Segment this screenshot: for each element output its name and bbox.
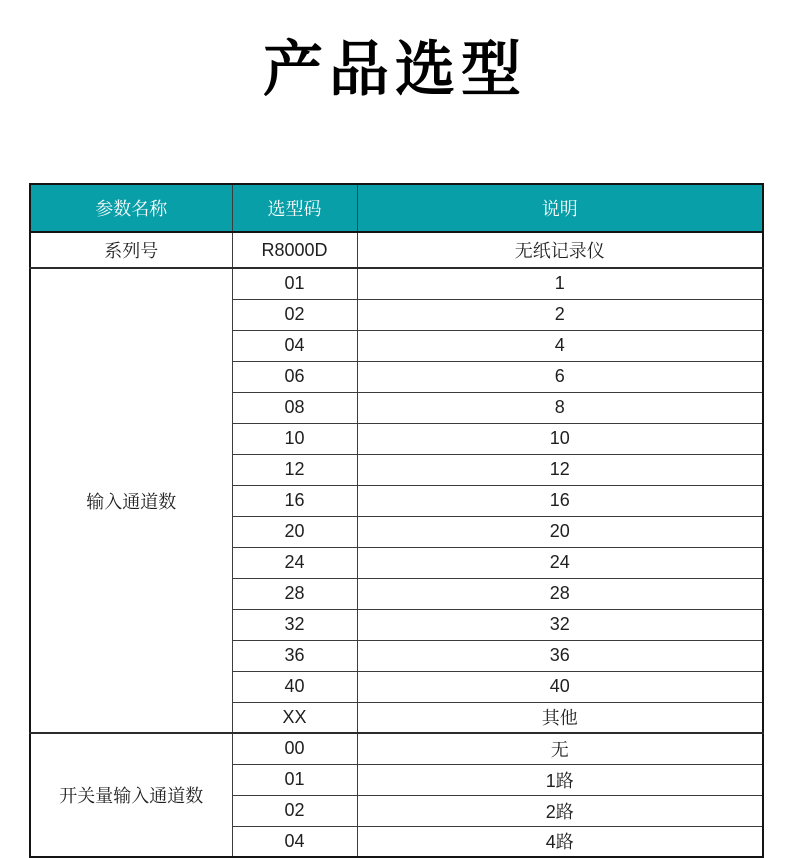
desc-cell: 无 [357, 733, 763, 764]
code-cell: XX [232, 702, 357, 733]
desc-cell: 8 [357, 392, 763, 423]
code-cell: 40 [232, 671, 357, 702]
code-cell: 08 [232, 392, 357, 423]
page-title: 产品选型 [263, 36, 527, 103]
code-cell: 01 [232, 268, 357, 299]
table-row [30, 733, 763, 764]
code-cell: 00 [232, 733, 357, 764]
table-row [30, 232, 763, 268]
param-name-input-channels: 输入通道数 [30, 268, 232, 733]
desc-cell: 10 [357, 423, 763, 454]
desc-cell: 1路 [357, 764, 763, 795]
code-cell: 36 [232, 640, 357, 671]
product-selection-table [29, 183, 764, 858]
code-cell: 28 [232, 578, 357, 609]
code-cell: 04 [232, 330, 357, 361]
table-row [30, 268, 763, 299]
desc-cell: 其他 [357, 702, 763, 733]
code-cell: 16 [232, 485, 357, 516]
code-cell: 10 [232, 423, 357, 454]
desc-cell: 4路 [357, 826, 763, 857]
param-name-switch-input-channels: 开关量输入通道数 [30, 733, 232, 857]
desc-cell: 28 [357, 578, 763, 609]
code-cell: 02 [232, 299, 357, 330]
desc-cell: 24 [357, 547, 763, 578]
header-description: 说明 [357, 184, 763, 232]
code-cell: 12 [232, 454, 357, 485]
desc-cell: 16 [357, 485, 763, 516]
param-name-series: 系列号 [30, 232, 232, 268]
desc-cell: 4 [357, 330, 763, 361]
desc-cell: 40 [357, 671, 763, 702]
desc-cell: 2路 [357, 795, 763, 826]
code-cell: R8000D [232, 232, 357, 268]
desc-cell: 32 [357, 609, 763, 640]
code-cell: 01 [232, 764, 357, 795]
code-cell: 24 [232, 547, 357, 578]
code-cell: 02 [232, 795, 357, 826]
code-cell: 32 [232, 609, 357, 640]
desc-cell: 2 [357, 299, 763, 330]
table-header-row [30, 184, 763, 232]
desc-cell: 6 [357, 361, 763, 392]
header-selection-code: 选型码 [232, 184, 357, 232]
desc-cell: 20 [357, 516, 763, 547]
code-cell: 06 [232, 361, 357, 392]
header-parameter-name: 参数名称 [30, 184, 232, 232]
code-cell: 04 [232, 826, 357, 857]
desc-cell: 无纸记录仪 [357, 232, 763, 268]
code-cell: 20 [232, 516, 357, 547]
desc-cell: 36 [357, 640, 763, 671]
desc-cell: 1 [357, 268, 763, 299]
desc-cell: 12 [357, 454, 763, 485]
